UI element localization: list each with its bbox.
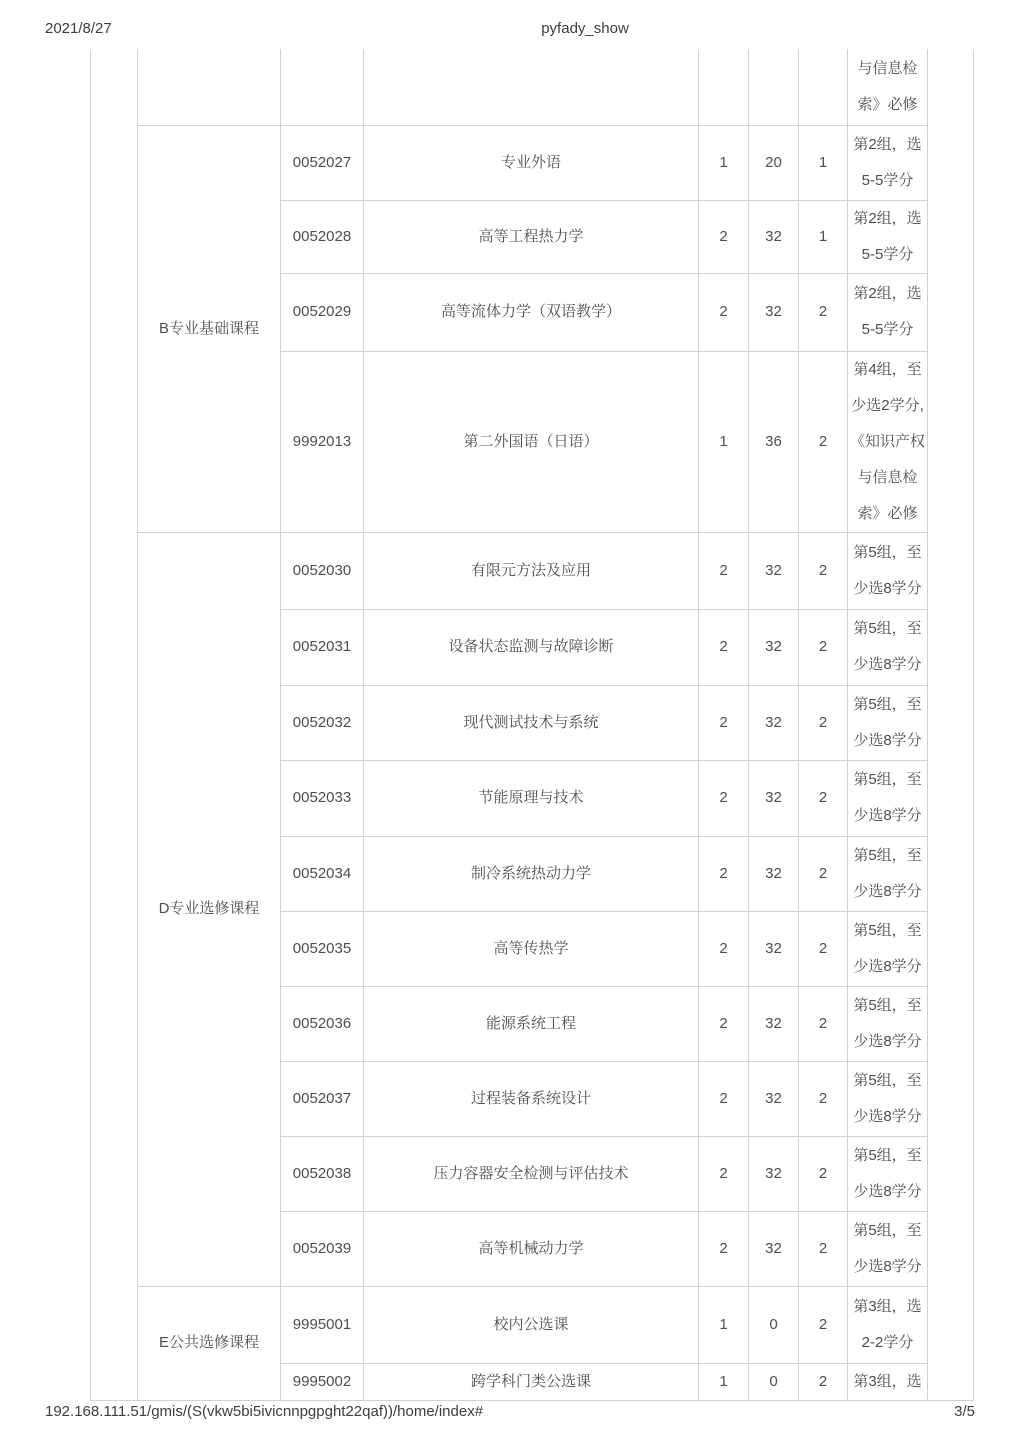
print-footer-page-number: 3/5 <box>954 1403 975 1420</box>
hours-cell: 36 <box>749 351 799 532</box>
hours-cell: 32 <box>749 986 799 1061</box>
semester-cell: 2 <box>799 1061 848 1136</box>
course-name-cell: 高等传热学 <box>364 911 699 986</box>
credits-cell: 2 <box>699 1061 749 1136</box>
semester-cell: 2 <box>799 1211 848 1286</box>
category-cell <box>138 49 281 125</box>
hours-cell <box>749 49 799 125</box>
credits-cell: 2 <box>699 273 749 351</box>
note-cell: 第5组，至少选8学分 <box>848 1211 928 1286</box>
course-name-cell: 现代测试技术与系统 <box>364 685 699 760</box>
course-name-cell: 高等工程热力学 <box>364 200 699 273</box>
credits-cell: 1 <box>699 125 749 200</box>
note-cell: 第5组，至少选8学分 <box>848 532 928 609</box>
left-spacer-cell <box>91 49 138 1400</box>
course-code-cell: 9992013 <box>281 351 364 532</box>
table-row <box>91 532 974 609</box>
credits-cell: 1 <box>699 1363 749 1400</box>
course-name-cell: 能源系统工程 <box>364 986 699 1061</box>
semester-cell: 1 <box>799 125 848 200</box>
hours-cell: 32 <box>749 1136 799 1211</box>
credits-cell: 1 <box>699 351 749 532</box>
note-cell: 第5组，至少选8学分 <box>848 609 928 685</box>
credits-cell: 2 <box>699 760 749 836</box>
credits-cell: 2 <box>699 532 749 609</box>
course-code-cell: 9995001 <box>281 1286 364 1363</box>
semester-cell: 2 <box>799 911 848 986</box>
semester-cell: 2 <box>799 1136 848 1211</box>
hours-cell: 20 <box>749 125 799 200</box>
course-code-cell: 0052027 <box>281 125 364 200</box>
hours-cell: 32 <box>749 200 799 273</box>
course-code-cell: 0052038 <box>281 1136 364 1211</box>
hours-cell: 32 <box>749 1061 799 1136</box>
course-name-cell: 校内公选课 <box>364 1286 699 1363</box>
hours-cell: 0 <box>749 1286 799 1363</box>
note-cell: 第3组，选2-2学分 <box>848 1286 928 1363</box>
semester-cell: 2 <box>799 273 848 351</box>
table-row <box>91 1286 974 1363</box>
credits-cell <box>699 49 749 125</box>
credits-cell: 2 <box>699 1136 749 1211</box>
course-plan-table <box>90 49 974 1401</box>
course-code-cell: 0052035 <box>281 911 364 986</box>
semester-cell: 2 <box>799 760 848 836</box>
note-cell: 第5组，至少选8学分 <box>848 836 928 911</box>
credits-cell: 2 <box>699 836 749 911</box>
note-cell: 第2组，选5-5学分 <box>848 125 928 200</box>
hours-cell: 32 <box>749 685 799 760</box>
semester-cell: 1 <box>799 200 848 273</box>
category-cell-d: D专业选修课程 <box>138 532 281 1286</box>
course-name-cell: 节能原理与技术 <box>364 760 699 836</box>
right-spacer-cell <box>928 49 974 1400</box>
hours-cell: 32 <box>749 760 799 836</box>
credits-cell: 2 <box>699 609 749 685</box>
semester-cell: 2 <box>799 609 848 685</box>
category-cell-e: E公共选修课程 <box>138 1286 281 1400</box>
course-name-cell: 专业外语 <box>364 125 699 200</box>
course-name-cell: 压力容器安全检测与评估技术 <box>364 1136 699 1211</box>
hours-cell: 32 <box>749 836 799 911</box>
course-code-cell: 0052036 <box>281 986 364 1061</box>
course-code-cell: 0052034 <box>281 836 364 911</box>
print-footer <box>45 1403 975 1420</box>
hours-cell: 32 <box>749 532 799 609</box>
note-cell: 第5组，至少选8学分 <box>848 1136 928 1211</box>
course-name-cell: 设备状态监测与故障诊断 <box>364 609 699 685</box>
hours-cell: 32 <box>749 609 799 685</box>
credits-cell: 2 <box>699 200 749 273</box>
course-name-cell: 制冷系统热动力学 <box>364 836 699 911</box>
table-row <box>91 125 974 200</box>
print-header-title: pyfady_show <box>541 20 629 37</box>
credits-cell: 1 <box>699 1286 749 1363</box>
course-name-cell: 过程装备系统设计 <box>364 1061 699 1136</box>
credits-cell: 2 <box>699 986 749 1061</box>
credits-cell: 2 <box>699 1211 749 1286</box>
semester-cell: 2 <box>799 1363 848 1400</box>
note-cell: 第5组，至少选8学分 <box>848 760 928 836</box>
course-code-cell: 0052030 <box>281 532 364 609</box>
semester-cell: 2 <box>799 532 848 609</box>
category-cell-b: B专业基础课程 <box>138 125 281 532</box>
course-code-cell: 0052028 <box>281 200 364 273</box>
course-code-cell: 0052037 <box>281 1061 364 1136</box>
course-name-cell <box>364 49 699 125</box>
course-code-cell: 0052039 <box>281 1211 364 1286</box>
note-cell: 第2组，选5-5学分 <box>848 273 928 351</box>
course-code-cell: 0052032 <box>281 685 364 760</box>
semester-cell: 2 <box>799 986 848 1061</box>
hours-cell: 0 <box>749 1363 799 1400</box>
semester-cell <box>799 49 848 125</box>
semester-cell: 2 <box>799 1286 848 1363</box>
note-cell: 第3组，选 <box>848 1363 928 1400</box>
course-name-cell: 跨学科门类公选课 <box>364 1363 699 1400</box>
course-code-cell <box>281 49 364 125</box>
note-cell: 第5组，至少选8学分 <box>848 685 928 760</box>
semester-cell: 2 <box>799 836 848 911</box>
course-code-cell: 9995002 <box>281 1363 364 1400</box>
note-cell: 与信息检索》必修 <box>848 49 928 125</box>
course-code-cell: 0052031 <box>281 609 364 685</box>
course-code-cell: 0052033 <box>281 760 364 836</box>
course-code-cell: 0052029 <box>281 273 364 351</box>
note-cell: 第5组，至少选8学分 <box>848 911 928 986</box>
hours-cell: 32 <box>749 273 799 351</box>
course-name-cell: 第二外国语（日语） <box>364 351 699 532</box>
semester-cell: 2 <box>799 351 848 532</box>
print-header-date: 2021/8/27 <box>45 20 112 37</box>
course-name-cell: 高等流体力学（双语教学） <box>364 273 699 351</box>
note-cell: 第5组，至少选8学分 <box>848 1061 928 1136</box>
note-cell: 第2组，选5-5学分 <box>848 200 928 273</box>
course-name-cell: 有限元方法及应用 <box>364 532 699 609</box>
credits-cell: 2 <box>699 911 749 986</box>
hours-cell: 32 <box>749 911 799 986</box>
table-row-carryover <box>91 49 974 125</box>
print-footer-url: 192.168.111.51/gmis/(S(vkw5bi5ivicnnpgpght22qaf))/home/index# <box>45 1403 484 1420</box>
course-name-cell: 高等机械动力学 <box>364 1211 699 1286</box>
note-cell: 第4组，至少选2学分,《知识产权与信息检索》必修 <box>848 351 928 532</box>
semester-cell: 2 <box>799 685 848 760</box>
credits-cell: 2 <box>699 685 749 760</box>
hours-cell: 32 <box>749 1211 799 1286</box>
note-cell: 第5组，至少选8学分 <box>848 986 928 1061</box>
